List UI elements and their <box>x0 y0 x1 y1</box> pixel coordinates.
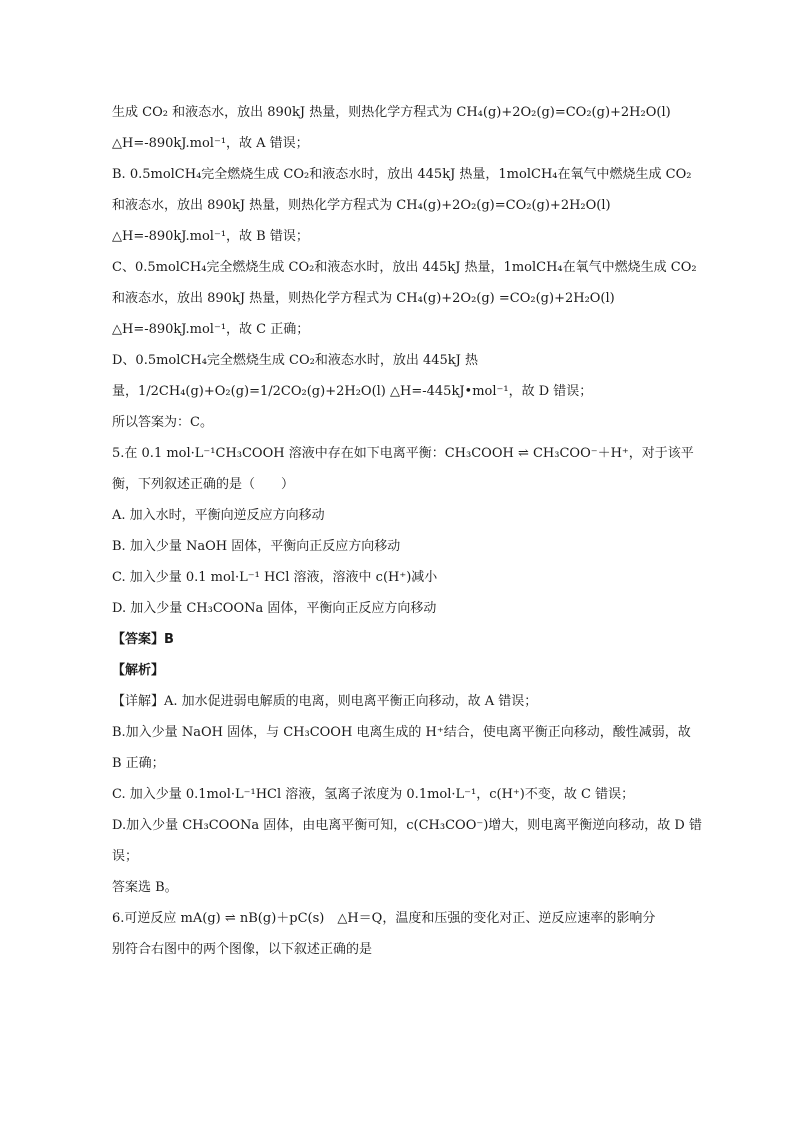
text-line: △H=-890kJ.mol⁻¹，故 C 正确； <box>112 322 310 337</box>
explanation-line: 误； <box>112 849 139 864</box>
answer-label: 【答案】B <box>112 632 174 647</box>
option-d-line: D、0.5molCH₄完全燃烧生成 CO₂和液态水时，放出 445kJ 热 <box>112 353 479 368</box>
question-5-stem-cont: 衡，下列叙述正确的是（ ） <box>112 477 295 492</box>
text-line: 量，1/2CH₄(g)+O₂(g)=1/2CO₂(g)+2H₂O(l) △H=-445kJ•mol⁻¹，故 D 错误； <box>112 384 593 399</box>
text-line: 和液态水，放出 890kJ 热量，则热化学方程式为 CH₄(g)+2O₂(g)=CO₂(g)+2H₂O(l) <box>112 198 611 213</box>
final-answer: 答案选 B。 <box>112 880 178 895</box>
option-b-line: B. 0.5molCH₄完全燃烧生成 CO₂和液态水时，放出 445kJ 热量，1molCH₄在氧气中燃烧生成 CO₂ <box>112 167 692 182</box>
explanation-line: B.加入少量 NaOH 固体，与 CH₃COOH 电离生成的 H⁺结合，使电离平衡正向移动，酸性减弱，故 <box>112 725 691 740</box>
answer-summary: 所以答案为：C。 <box>112 415 213 430</box>
option-c-line: C、0.5molCH₄完全燃烧生成 CO₂和液态水时，放出 445kJ 热量，1molCH₄在氧气中燃烧生成 CO₂ <box>112 260 697 275</box>
question-6-stem: 6.可逆反应 mA(g) ⇌ nB(g)＋pC(s) △H＝Q，温度和压强的变化对正、逆反应速率的影响分 <box>112 911 656 926</box>
question-6-stem-cont: 别符合右图中的两个图像，以下叙述正确的是 <box>112 942 373 957</box>
analysis-label: 【解析】 <box>112 663 165 678</box>
text-line: △H=-890kJ.mol⁻¹，故 B 错误； <box>112 229 309 244</box>
text-line: 生成 CO₂ 和液态水，放出 890kJ 热量，则热化学方程式为 CH₄(g)+2O₂(g)=CO₂(g)+2H₂O(l) <box>112 105 671 120</box>
text-line: △H=-890kJ.mol⁻¹，故 A 错误； <box>112 136 309 151</box>
explanation-line: D.加入少量 CH₃COONa 固体，由电离平衡可知，c(CH₃COO⁻)增大，则电离平衡逆向移动，故 D 错 <box>112 818 702 833</box>
choice-c: C. 加入少量 0.1 mol·L⁻¹ HCl 溶液，溶液中 c(H⁺)减小 <box>112 570 438 585</box>
explanation-line: C. 加入少量 0.1mol·L⁻¹HCl 溶液，氢离子浓度为 0.1mol·L⁻¹，c(H⁺)不变，故 C 错误； <box>112 787 635 802</box>
question-5-stem: 5.在 0.1 mol·L⁻¹CH₃COOH 溶液中存在如下电离平衡：CH₃COOH ⇌ CH₃COO⁻＋H⁺，对于该平 <box>112 446 694 461</box>
choice-d: D. 加入少量 CH₃COONa 固体，平衡向正反应方向移动 <box>112 601 437 616</box>
text-line: 和液态水，放出 890kJ 热量，则热化学方程式为 CH₄(g)+2O₂(g) =CO₂(g)+2H₂O(l) <box>112 291 615 306</box>
explanation-line: B 正确； <box>112 756 165 771</box>
choice-b: B. 加入少量 NaOH 固体，平衡向正反应方向移动 <box>112 539 401 554</box>
explanation-line: 【详解】A. 加水促进弱电解质的电离，则电离平衡正向移动，故 A 错误； <box>112 694 538 709</box>
choice-a: A. 加入水时，平衡向逆反应方向移动 <box>112 508 325 523</box>
